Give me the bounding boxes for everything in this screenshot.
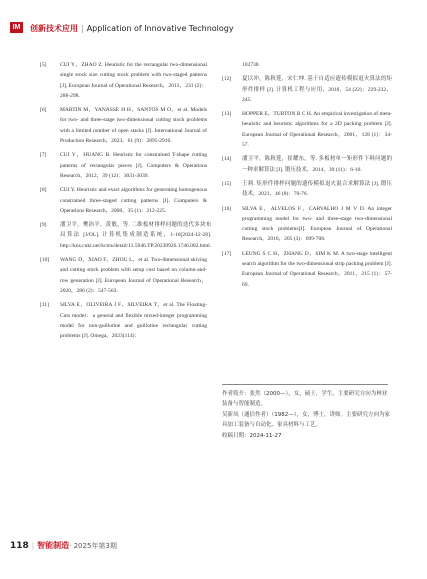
- reference-text: 夏以冲，陈秋莲，宋仁坤. 基于自适应遗传模拟退火算法的矩形件排样 [J]. 计算机工程与应用，2018，54 (22)：229-232，245.: [242, 76, 392, 103]
- issue-label: · 2025年第3期: [69, 542, 117, 550]
- title-separator: |: [81, 24, 84, 33]
- page-footer: [0, 529, 427, 579]
- reference-text: WANG D，XIAO F，ZHOU L，et al. Two-dimensional skiving and cutting stock problem with setup cost based on column-and-row generation [J]. European Journal of Operational Research，2020，286 (2)：547-563.: [60, 257, 207, 294]
- author1-bio: 作者简介：张然（2000—），女，硕士，学生，主要研究方向为林业装备与智能制造。: [222, 391, 388, 408]
- footer-line: [10, 540, 117, 551]
- reference-item: [40, 150, 207, 181]
- reference-item: [40, 220, 212, 251]
- reference-number: [11]: [40, 302, 49, 309]
- reference-text: HOPPER E，TURTON B C H. An empirical investigation of meta-heuristic and heuristic algorithms for a 2D packing problem [J]. European Journal of Operational Research，2001，128 (1)：34-57.: [242, 111, 392, 149]
- reference-item: [40, 105, 207, 146]
- section-title: [30, 23, 234, 34]
- reference-item: [40, 300, 207, 341]
- reference-number: [7]: [40, 152, 47, 159]
- reference-text: SILVA E，ALVELOS F，CARVALHO J M V D. An integer programming model for two- and three-stage two-dimensional cutting stock problems[J]. European Journal of Operational Research，2010，205 (3)：699-708.: [242, 205, 392, 243]
- reference-item: [40, 185, 207, 216]
- references-left-column: [40, 60, 212, 345]
- reference-number: [16]: [222, 205, 232, 212]
- reference-item: [222, 74, 392, 105]
- reference-number: [17]: [222, 250, 232, 257]
- received-date: 收稿日期：2024-11-27: [222, 432, 282, 439]
- reference-text: 潘卫平，陈秋莲，崔耀东，等. 多板材单一矩形件下料问题的一种求解算法 [J]. 锻压技术，2014，39 (11)：6-10.: [242, 156, 392, 173]
- reference-item: [222, 154, 392, 175]
- reference-text: CUI Y，ZHAO Z. Heuristic for the rectangular two-dimensional single stock size cutting stock problem with two-staged patterns [J]. European Journal of Operational Research，2013，231 (2)：288-298.: [60, 62, 207, 99]
- reference-number: [10]: [40, 257, 50, 264]
- reference-number: [9]: [40, 222, 47, 229]
- reference-text: SILVA E，OLIVEIRA J F，SILVEIRA T，et al. The Floating-Cuts model：a general and flexible mixed-integer programming model for non-guillotine and guillotine rectangular cutting problems [J]. Omega，2023(114)：: [60, 302, 207, 340]
- reference-number: [13]: [222, 111, 232, 118]
- reference-item: [40, 255, 207, 296]
- bio-divider: [222, 384, 388, 385]
- reference-item: [222, 109, 392, 150]
- author2-bio: 吴新凤（通信作者）（1982—），女，博士，讲师。主要研究方向为家具加工装备与自动化、家具材料与工艺。: [222, 411, 390, 429]
- reference-number: [6]: [40, 107, 47, 114]
- references-right-column: [222, 60, 392, 294]
- reference-number: [14]: [222, 156, 232, 163]
- reference-item: [222, 179, 392, 200]
- journal-logo: IM: [10, 22, 23, 33]
- section-title-en: Application of Innovative Technology: [86, 24, 234, 33]
- reference-number: [8]: [40, 187, 47, 194]
- journal-name: 智能制造: [37, 541, 70, 550]
- reference-text: 潘卫平，樊治平，黄敏，等. 二维板材排样问题的迭代多块布局算法 [J/OL]. 计算机集成制造系统，1-16[2024-12-28]. http://kns.cnki.net/kcms/detail/11.5946.TP.20230926.1746.002.html.: [60, 222, 212, 249]
- reference-text: CUI Y，HUANG B. Heuristic for constrained T-shape cutting patterns of rectangular pieces [J]. Computers & Operations Research，2012，39 (12)：3031-3039.: [60, 152, 207, 179]
- reference-text: MARTIN M，YANASSE H H，SANTOS M O，et al. Models for two- and three-stage two-dimensional cutting stock problems with a limited number of open stacks [J]. International Journal of Production Research，2023，61 (9)：2895-2916.: [60, 107, 207, 145]
- reference-text: 王莉. 矩形件排样问题的遗传模拟退火混合求解算法 [J]. 锻压技术，2021，46 (8)：70-76.: [242, 180, 392, 198]
- reference-text: CUI Y. Heuristic and exact algorithms for generating homogenous constrained three-staged cutting patterns [J]. Computers & Operations Research，2008，35 (1)：212-225.: [60, 187, 207, 214]
- reference-number: [5]: [40, 62, 47, 68]
- reference-number: [12]: [222, 76, 232, 83]
- page-header: [0, 0, 427, 48]
- reference-item: [222, 204, 392, 245]
- section-title-cn: 创新技术应用: [30, 24, 78, 33]
- reference-number: [15]: [222, 180, 232, 187]
- reference-continuation: 102738.: [242, 62, 260, 68]
- author-bio: [222, 389, 392, 441]
- reference-text: LEUNG S C H，ZHANG D，SIM K M. A two-stage intelligent search algorithm for the two-dimensional strip packing problem [J]. European Journal of Operational Research，2011，215 (1)：57-69.: [242, 250, 392, 288]
- reference-item: [222, 249, 392, 290]
- page-number: 118: [10, 541, 29, 551]
- footer-divider: |: [31, 542, 35, 550]
- reference-item: [40, 60, 207, 101]
